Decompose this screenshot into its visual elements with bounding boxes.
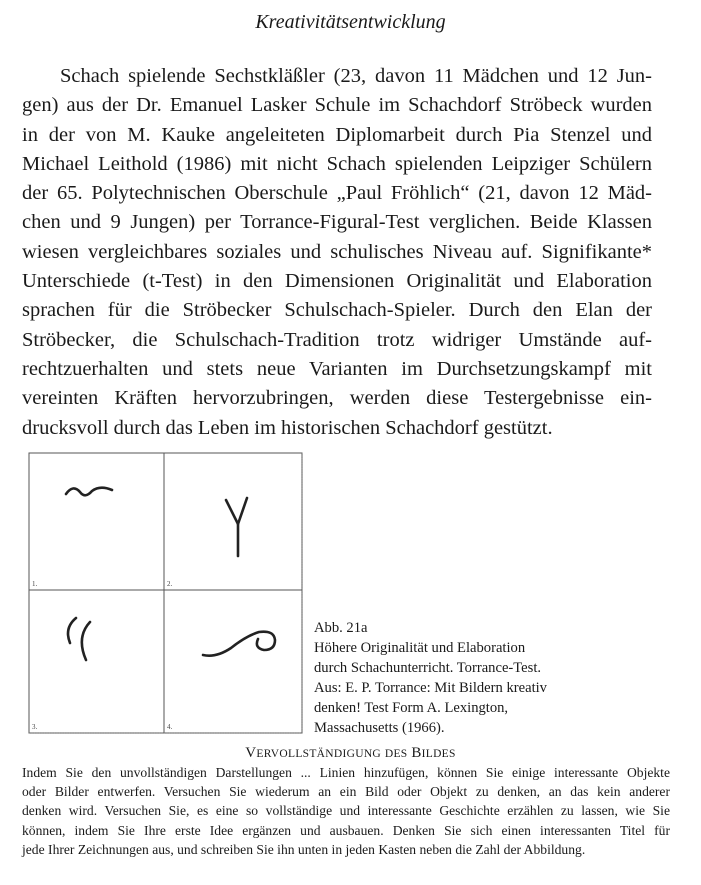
figure-frame — [29, 453, 302, 733]
heading-word: ILDES — [421, 748, 456, 760]
heading-initial: V — [245, 745, 257, 761]
heading-word: ERVOLLSTÄNDIGUNG — [256, 748, 382, 760]
body-line: sprachen für die Ströbecker Schulschach-Spieler. Durch den Elan der — [22, 299, 652, 322]
figure-caption — [314, 618, 614, 738]
caption-line: denken! Test Form A. Lexington, — [314, 700, 509, 716]
body-line: gen) aus der Dr. Emanuel Lasker Schule im Schachdorf Ströbeck wurden — [22, 94, 652, 117]
torrance-test-figure — [28, 452, 306, 738]
body-line: Schach spielende Sechstkläßler (23, davon 11 Mädchen und 12 Jun- — [60, 65, 652, 87]
body-line: Unterschiede (t-Test) in den Dimensionen Originalität und Elaboration — [22, 270, 652, 293]
instructions-paragraph — [22, 763, 670, 859]
heading-word: DES — [384, 748, 408, 760]
panel-number: 4. — [167, 723, 173, 731]
body-paragraph — [22, 62, 652, 443]
body-line: vereinten Kräften hervorzubringen, werden diese Testergebnisse ein- — [22, 387, 652, 410]
figure-grid — [28, 452, 306, 738]
instruction-line: Indem Sie den unvollständigen Darstellungen ... Linien hinzufügen, können Sie einige interessante Objekte — [22, 765, 670, 780]
section-heading — [0, 743, 701, 764]
running-head: Kreativitätsentwicklung — [255, 11, 446, 33]
caption-line: Aus: E. P. Torrance: Mit Bildern kreativ — [314, 680, 547, 696]
caption-line: Massachusetts (1966). — [314, 720, 445, 736]
caption-line: Höhere Originalität und Elaboration — [314, 640, 526, 656]
body-line: chen und 9 Jungen) per Torrance-Figural-Test verglichen. Beide Klassen — [22, 211, 652, 234]
body-line: rechtzuerhalten und stets neue Varianten im Durchsetzungskampf mit — [22, 357, 652, 380]
instruction-line: denken wird. Versuchen Sie, es eine so vollständige und interessante Geschichte erzählen zu lassen, wie Sie — [22, 803, 670, 819]
panel-number: 2. — [167, 580, 173, 588]
body-line: in der von M. Kauke angeleiteten Diplomarbeit durch Pia Stenzel und — [22, 123, 652, 146]
instruction-line: können, indem Sie Ihre erste Idee ergänzen und ausbauen. Denken Sie sich einen interessanten Titel für — [22, 822, 670, 838]
instruction-line: jede Ihrer Zeichnungen aus, und schreiben Sie ihn unten in jeden Kasten neben die Zahl der Abbildung. — [22, 841, 586, 857]
body-line: der 65. Polytechnischen Oberschule „Paul Fröhlich“ (21, davon 12 Mäd- — [22, 182, 652, 205]
stimulus-4-loop — [203, 632, 275, 656]
panel-number: 1. — [32, 580, 38, 588]
body-line: wiesen vergleichbares soziales und schulisches Niveau auf. Signifikante* — [22, 240, 652, 263]
body-line: drucksvoll durch das Leben im historischen Schachdorf gestützt. — [22, 416, 553, 439]
panel-number: 3. — [32, 723, 38, 731]
stimulus-3-arc — [68, 618, 76, 643]
heading-initial: B — [411, 745, 422, 761]
body-line: Ströbecker, die Schulschach-Tradition trotz widriger Umstände auf- — [22, 328, 652, 351]
instruction-line: oder Bilder entwerfen. Versuchen Sie wiederum an ein Bild oder Objekt zu denken, an das kein anderer — [22, 784, 670, 800]
caption-line: Abb. 21a — [314, 620, 368, 636]
stimulus-1-stroke — [66, 488, 112, 496]
stimulus-3-arc — [82, 622, 90, 660]
caption-line: durch Schachunterricht. Torrance-Test. — [314, 660, 542, 676]
stimulus-2-stroke — [226, 498, 247, 524]
body-line: Michael Leithold (1986) mit nicht Schach spielenden Leipziger Schülern — [22, 152, 652, 175]
